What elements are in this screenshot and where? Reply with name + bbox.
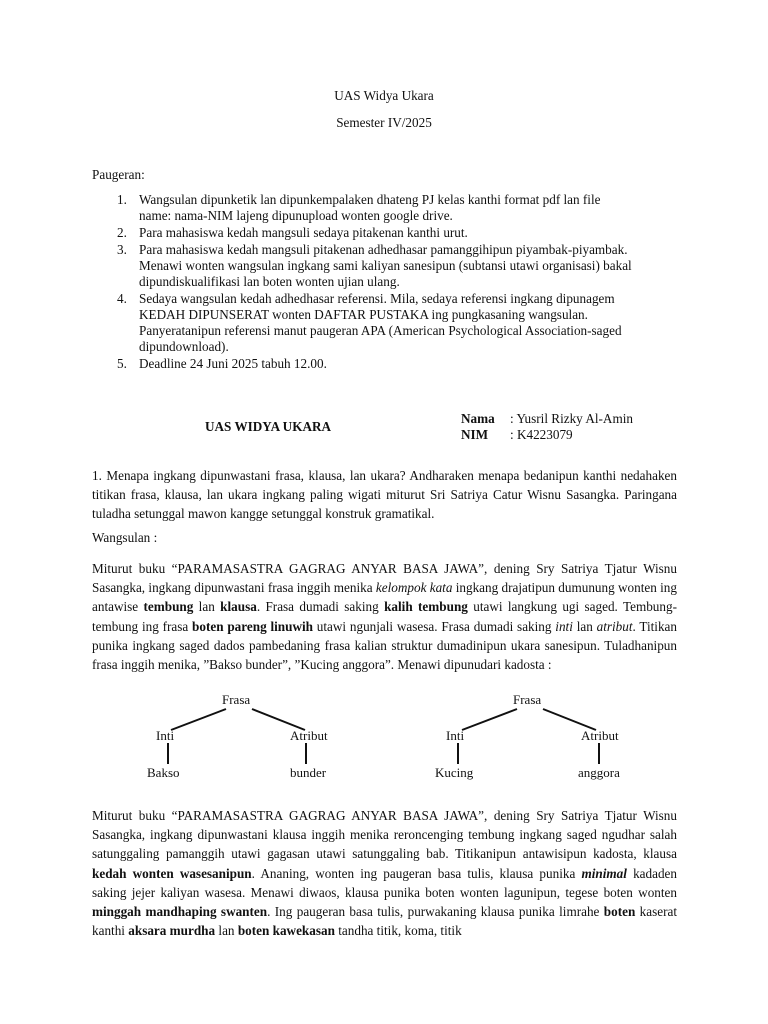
answer-paragraph-klausa: Miturut buku “PARAMASASTRA GAGRAG ANYAR BASA JAWA”, dening Sry Satriya Tjatur Wisnu Sasangka, ingkang dipunwastani klausa inggih menika reroncenging tembung ingkang saged ngudhar salah satunggaling pamanggih utawi gagasan utawi satunggaling bab. Titikanipun antawisipun kadosta, klausa kedah wonten wasesanipun. Ananing, wonten ing paugeran basa tulis, klausa punika minimal kadaden saking jejer kaliyan wasesa. Menawi diwaos, klausa punika boten wonten lagunipun, tegese boten wonten minggah mandhaping swanten. Ing paugeran basa tulis, purwakaning klausa punika limrahe boten kaserat kanthi aksara murdha lan boten kawekasan tandha titik, koma, titik [92,808,678,939]
tree-leaf-left: Bakso [147,765,180,780]
tree-node-right: Atribut [581,728,619,743]
tree-leaf-right: anggora [578,765,620,780]
document-title: UAS Widya Ukara [334,88,434,103]
tree-node-left: Inti [156,728,175,743]
tree-edge [543,709,596,730]
tree-root: Frasa [513,692,542,707]
tree-node-left: Inti [446,728,465,743]
name-label: Nama [461,411,495,426]
identity-title: UAS WIDYA UKARA [205,419,332,434]
rule-item: 1. Wangsulan dipunketik lan dipunkempalaken dhateng PJ kelas kanthi format pdf lan file name: nama-NIM lajeng dipunupload wonten google drive. [117,192,601,223]
rule-item: 4. Sedaya wangsulan kedah adhedhasar referensi. Mila, sedaya referensi ingkang dipunagem KEDAH DIPUNSERAT wonten DAFTAR PUSTAKA ing pungkasaning wangsulan. Panyeratanipun referensi manut paugeran APA (American Psychological Association-saged dipundownload). [117,291,622,354]
question-paragraph: 1. Menapa ingkang dipunwastani frasa, klausa, lan ukara? Andharaken menapa bedanipun kanthi nedahaken titikan frasa, klausa, lan ukara ingkang paling wigati miturut Sri Satriya Catur Wisnu Sasangka. Paringana tuladha setunggal mawon kangge setunggal konstruk gramatikal. [92,468,677,522]
answer-label: Wangsulan : [92,530,158,545]
rules-heading: Paugeran: [92,167,145,182]
nim-value: : K4223079 [510,427,573,442]
tree-leaf-left: Kucing [435,765,474,780]
tree-node-right: Atribut [290,728,328,743]
tree-edge [171,709,226,730]
document-semester: Semester IV/2025 [336,115,432,130]
answer-paragraph-frasa: Miturut buku “PARAMASASTRA GAGRAG ANYAR BASA JAWA”, dening Sry Satriya Tjatur Wisnu Sasangka, ingkang dipunwastani frasa inggih menika kelompok kata ingkang drajatipun dumunung wonten ing antawise tembung lan klausa. Frasa dumadi saking kalih tembung utawi langkung ugi saged. Tembung-tembung ing frasa boten pareng linuwih utawi ngunjali wasesa. Frasa dumadi saking inti lan atribut. Titikan punika ingkang saged dados pambedaning frasa kalian struktur dumadinipun ukara sanesipun. Tuladhanipun frasa inggih menika, ”Bakso bunder”, ”Kucing anggora”. Menawi dipunudari kadosta : [92,561,677,673]
rule-item: 5. Deadline 24 Juni 2025 tabuh 12.00. [117,356,327,371]
nim-label: NIM [461,427,489,442]
tree-leaf-right: bunder [290,765,327,780]
name-value: : Yusril Rizky Al-Amin [510,411,633,426]
tree-root: Frasa [222,692,251,707]
rule-item: 2. Para mahasiswa kedah mangsuli sedaya pitakenan kanthi urut. [117,225,468,240]
rule-item: 3. Para mahasiswa kedah mangsuli pitakenan adhedhasar pamanggihipun piyambak-piyambak. Menawi wonten wangsulan ingkang sami kaliyan sanesipun (subtansi utawi organisasi) bakal dipundiskualifikasi lan boten wonten ujian ulang. [117,242,632,289]
tree-edge [252,709,305,730]
tree-edge [462,709,517,730]
